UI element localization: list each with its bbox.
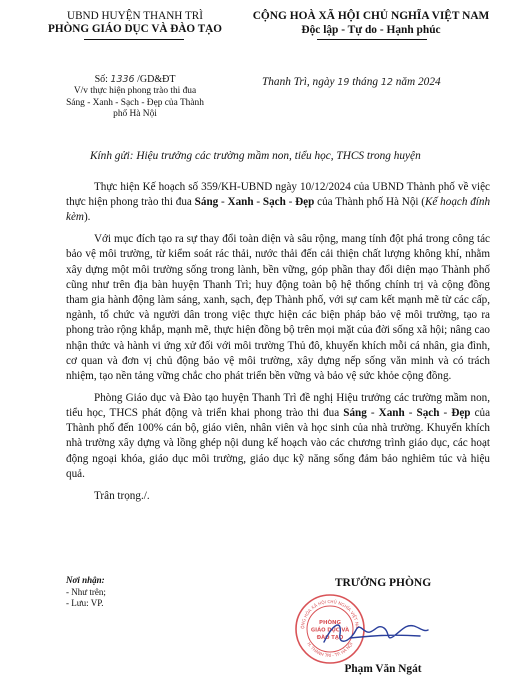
text-run: -: [404, 407, 417, 420]
svg-text:H. THANH TRÌ - TP. HÀ NỘI: H. THANH TRÌ - TP. HÀ NỘI: [306, 641, 354, 659]
svg-text:ĐÀO TẠO: ĐÀO TẠO: [316, 635, 344, 641]
document-body: [66, 180, 490, 510]
text-run: Đẹp: [295, 196, 315, 209]
text-run: -: [218, 196, 228, 209]
svg-text:GIÁO DỤC VÀ: GIÁO DỤC VÀ: [310, 627, 350, 634]
subject-line: phố Hà Nội: [113, 109, 157, 119]
text-run: của Thành phố Hà Nội (: [314, 196, 425, 209]
header-right-underline: [317, 39, 427, 40]
closing-line: Trân trọng./.: [94, 489, 150, 502]
date-day: 19: [337, 77, 350, 88]
distribution-title: Nơi nhận:: [66, 575, 105, 585]
text-run: -: [253, 196, 263, 209]
document-number: [40, 74, 230, 86]
document-date: [262, 76, 497, 89]
svg-text:CỘNG HÒA XÃ HỘI CHỦ NGHĨA VIỆT: ỘNG HÒA XÃ HỘI CHỦ NGHĨA VIỆT NA: [299, 598, 361, 629]
doc-number-code: /GD&ĐT: [137, 74, 176, 85]
distribution-item: - Lưu: VP.: [66, 598, 104, 608]
date-month-label: tháng: [352, 76, 378, 88]
date-place: Thanh Trì, ngày: [262, 76, 335, 88]
text-run: Xanh: [378, 407, 405, 420]
recipient-line: Kính gửi: Hiệu trưởng các trường mầm non, tiểu học, THCS trong huyện: [90, 150, 421, 162]
text-run: Đẹp: [451, 407, 471, 420]
document-subject: [40, 86, 230, 121]
district-name: UBND HUYỆN THANH TRÌ: [66, 10, 203, 22]
text-run: Sáng: [343, 407, 367, 420]
issuing-authority: [40, 10, 230, 36]
distribution-list: [66, 575, 216, 610]
body-paragraph-2: Với mục đích tạo ra sự thay đổi toàn diện và sâu rộng, mang tính đột phá trong công tác bảo vệ môi trường, từ kiểm soát rác thải, nước thải đến cải thiện chất lượng không khí, nhằm xây dựng một môi trường sống trong lành, bền vững, góp phần thay đổi diện mạo Thành phố cũng như trên địa bàn huyện Thanh Trì; huy động toàn bộ hệ thống chính trị và cộng đồng tham gia hành động làm sáng, xanh, sạch, đẹp Thành phố, với sự cam kết mạnh mẽ từ các cấp, ngành, tổ chức và người dân trong việc thực hiện các biện pháp bảo vệ môi trường, tạo ra phong trào rộng khắp, mạnh mẽ, thực hiện đồng bộ trên mọi mặt của đời sống xã hội; nâng cao nhận thức và hành vi ứng xử đối với môi trường Thủ đô, khuyến khích mỗi cá nhân, gia đình, cơ quan và đơn vị chủ động bảo vệ môi trường, xây dựng nếp sống văn minh và có trách nhiệm, tạo nền tảng vững chắc cho phát triển bền vững và bảo vệ sức khỏe cộng đồng.: [66, 233, 490, 383]
text-run: -: [439, 407, 452, 420]
text-run: -: [366, 407, 379, 420]
text-run: ).: [83, 211, 91, 224]
distribution-item: - Như trên;: [66, 586, 106, 597]
text-run: Sạch: [262, 196, 286, 209]
body-paragraph-3: [66, 391, 490, 482]
text-run: -: [285, 196, 296, 209]
doc-number-prefix: Số:: [94, 74, 108, 85]
text-run: Sáng: [194, 196, 219, 209]
country-name: CỘNG HOÀ XÃ HỘI CHỦ NGHĨA VIỆT NAM: [252, 10, 490, 22]
motto: Độc lập - Tự do - Hạnh phúc: [301, 23, 441, 36]
department-name: PHÒNG GIÁO DỤC VÀ ĐÀO TẠO: [48, 23, 222, 35]
text-run: của Thành phố đến 100% cán bộ, giáo viên, nhân viên và học sinh của nhà trường. Khuyến khích nhà trường xây dựng và lồng ghép nội dung kế hoạch vào các chương trình giáo dục, các hoạt động ngoại khóa, giáo dục môi trường, giáo dục kỹ năng sống đảm bảo nghiêm túc và hiệu quả.: [66, 407, 491, 480]
handwritten-signature: [320, 612, 430, 652]
text-run: Phòng Giáo dục và Đào tạo huyện Thanh Trì đề nghị Hiệu trưởng các trường mầm non, tiểu học, THCS phát động và triển khai phong trào thi đua: [66, 391, 490, 420]
header-left-underline: [84, 39, 184, 40]
national-motto: [240, 10, 502, 37]
doc-number-value: 1336: [110, 74, 135, 85]
date-year: năm 2024: [395, 76, 441, 88]
body-paragraph-1: [66, 180, 490, 226]
text-run: Sạch: [416, 407, 440, 420]
text-run: Kế hoạch đính kèm: [66, 196, 491, 224]
date-month: 12: [380, 77, 393, 88]
subject-line: V/v thực hiện phong trào thi đua: [73, 86, 197, 96]
text-run: Xanh: [227, 196, 254, 209]
text-run: Thực hiện Kế hoạch số 359/KH-UBND ngày 10/12/2024 của UBND Thành phố về việc thực hiện phong trào thi đua: [66, 181, 490, 209]
signer-title: TRƯỞNG PHÒNG: [334, 577, 432, 589]
subject-line: Sáng - Xanh - Sạch - Đẹp của Thành: [66, 97, 204, 108]
svg-text:PHÒNG: PHÒNG: [319, 620, 341, 626]
signer-name: Phạm Văn Ngát: [344, 663, 422, 675]
